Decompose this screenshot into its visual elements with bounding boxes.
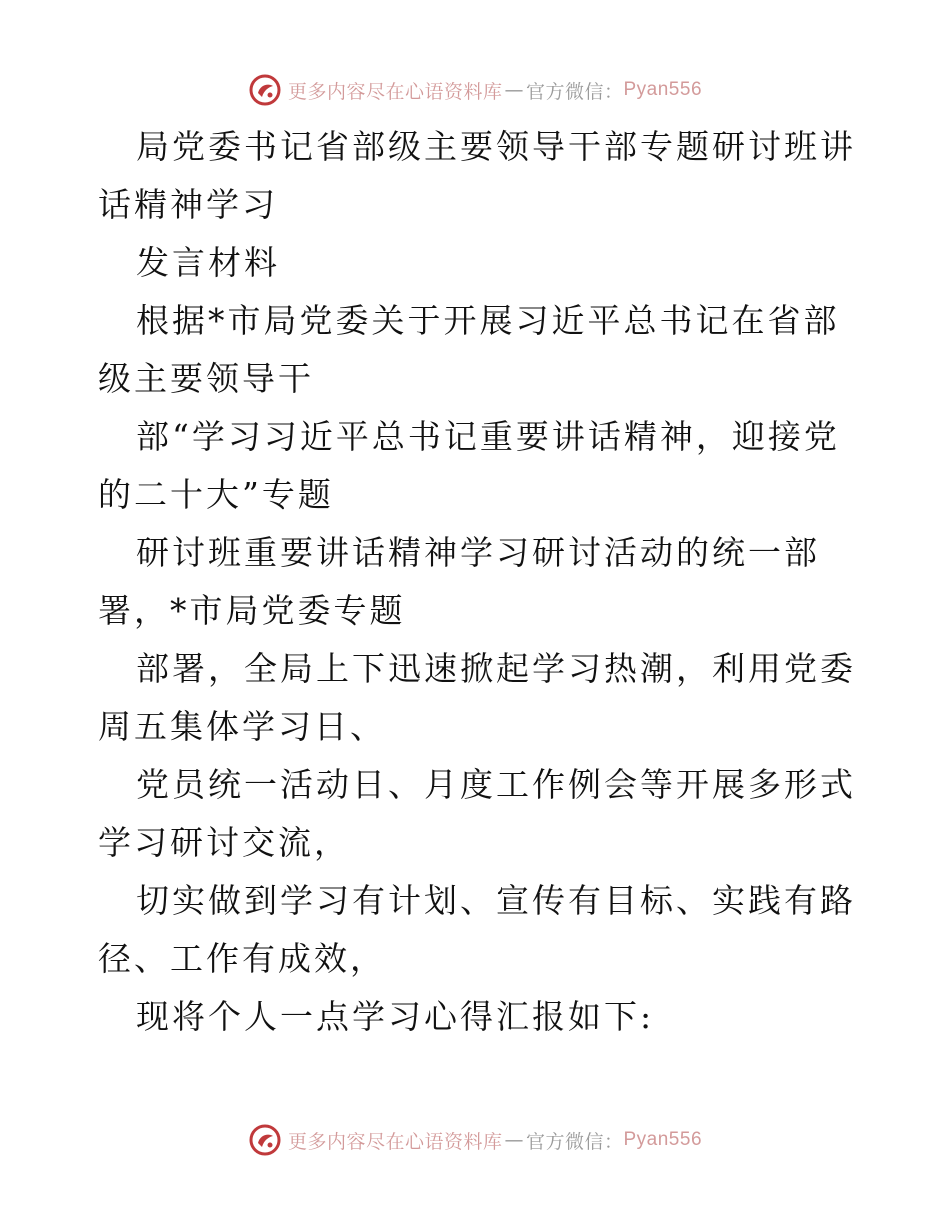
paragraph: 党员统一活动日、月度工作例会等开展多形式学习研讨交流， bbox=[98, 765, 856, 862]
paragraph: 切实做到学习有计划、宣传有目标、实践有路径、工作有成效， bbox=[98, 881, 856, 978]
watermark-wechat-label: 官方微信： bbox=[525, 1130, 624, 1153]
watermark-text: 更多内容尽在心语资料库 bbox=[287, 80, 503, 103]
watermark-text: 更多内容尽在心语资料库 bbox=[287, 1130, 503, 1153]
paragraph-subtitle: 发言材料 bbox=[136, 243, 280, 282]
paragraph: 现将个人一点学习心得汇报如下: bbox=[136, 997, 655, 1036]
watermark-wechat-label: 官方微信： bbox=[525, 80, 624, 103]
watermark-dash: — bbox=[504, 79, 524, 101]
logo-icon bbox=[248, 73, 282, 107]
watermark-wechat-id: Pyan556 bbox=[623, 79, 703, 100]
paragraph: 根据*市局党委关于开展习近平总书记在省部级主要领导干 bbox=[98, 301, 840, 398]
paragraph: 部“学习习近平总书记重要讲话精神，迎接党的二十大”专题 bbox=[98, 417, 840, 514]
watermark-dash: — bbox=[504, 1129, 524, 1151]
paragraph: 部署，全局上下迅速掀起学习热潮，利用党委周五集体学习日、 bbox=[98, 649, 856, 746]
logo-icon bbox=[248, 1123, 282, 1157]
paragraph: 研讨班重要讲话精神学习研讨活动的统一部署，*市局党委专题 bbox=[98, 533, 820, 630]
watermark-wechat-id: Pyan556 bbox=[623, 1129, 703, 1150]
header-watermark bbox=[0, 70, 950, 110]
paragraph-title: 局党委书记省部级主要领导干部专题研讨班讲话精神学习 bbox=[98, 127, 856, 224]
document-body bbox=[98, 118, 858, 1046]
footer-watermark bbox=[0, 1120, 950, 1160]
